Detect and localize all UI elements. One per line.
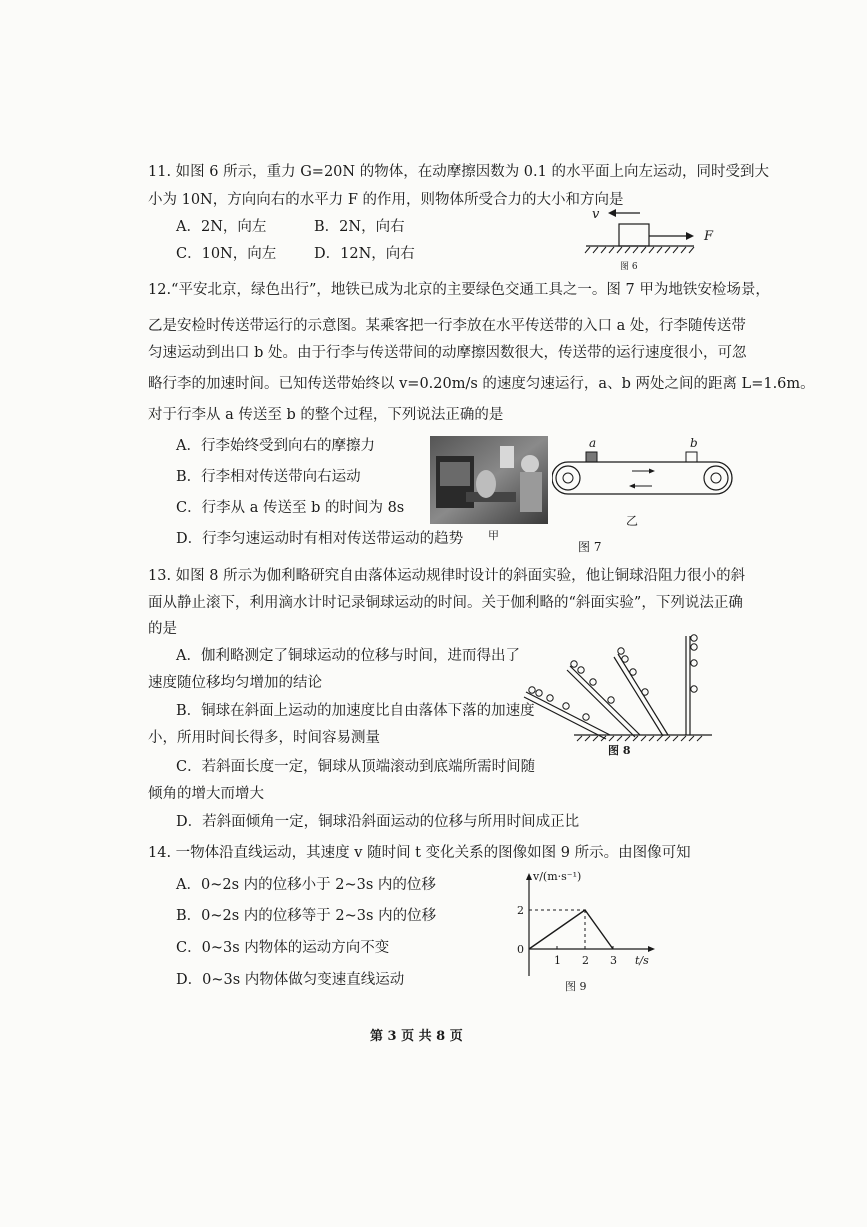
photo-person-2-head <box>521 455 539 473</box>
fig8-ball <box>630 669 636 675</box>
fig8-caption: 图 8 <box>608 744 631 757</box>
fig9-caption: 图 9 <box>565 980 587 993</box>
fig8-ball <box>563 703 569 709</box>
fig7-luggage-b <box>686 452 697 462</box>
q12-line-5: 对于行李从 a 传送至 b 的整个过程，下列说法正确的是 <box>148 407 504 423</box>
fig8-ball <box>571 661 577 667</box>
fig9-velocity-line <box>529 910 613 949</box>
fig7-arrowhead-bottom <box>629 484 635 489</box>
photo-person-2-body <box>520 472 542 512</box>
q11-line-1: 11. 如图 6 所示，重力 G=20N 的物体，在动摩擦因数为 0.1 的水平面上向左运动，同时受到大 <box>148 164 769 180</box>
fig8-ground-hatching <box>577 736 702 741</box>
fig8-ball <box>691 660 697 666</box>
figure-9 <box>505 866 665 996</box>
fig9-x-tick-label: 3 <box>610 954 617 967</box>
q13-option-b-line-2: 小，所用时间长得多，时间容易测量 <box>148 730 380 746</box>
q14-option-d: D．0~3s 内物体做匀变速直线运动 <box>176 972 405 988</box>
fig9-y-tick-label: 2 <box>517 904 524 917</box>
fig7-pulley-left <box>556 466 580 490</box>
q12-line-4: 略行李的加速时间。已知传送带始终以 v=0.20m/s 的速度匀速运行，a、b 两处之间的距离 L=1.6m。 <box>148 376 815 392</box>
fig9-x-tick-label: 2 <box>582 954 589 967</box>
photo-sign <box>500 446 514 468</box>
q12-option-a: A．行李始终受到向右的摩擦力 <box>176 438 375 454</box>
fig8-ball <box>618 648 624 654</box>
q12-option-c: C．行李从 a 传送至 b 的时间为 8s <box>176 500 405 516</box>
fig8-ball <box>583 714 589 720</box>
fig8-ball <box>529 687 535 693</box>
fig8-plane-1-top <box>526 692 610 735</box>
fig9-x-axis-arrow <box>648 946 655 952</box>
fig7-label-jia: 甲 <box>488 529 499 542</box>
fig8-ball <box>691 686 697 692</box>
q13-option-d: D．若斜面倾角一定，铜球沿斜面运动的位移与所用时间成正比 <box>176 814 580 830</box>
fig7-belt-loop <box>552 462 732 494</box>
figure-7-photo <box>430 436 550 544</box>
fig9-x-tick-label: 1 <box>554 954 561 967</box>
fig6-f-arrowhead <box>686 232 694 240</box>
q11-option-b: B．2N，向右 <box>314 219 405 235</box>
q14-line-1: 14. 一物体沿直线运动，其速度 v 随时间 t 变化关系的图像如图 9 所示。由图像可知 <box>148 845 691 861</box>
q12-line-3: 匀速运动到出口 b 处。由于行李与传送带间的动摩擦因数很大，传送带的运行速度很小，可忽 <box>148 345 747 361</box>
q13-line-3: 的是 <box>148 621 177 637</box>
fig8-ball <box>642 689 648 695</box>
fig6-f-label: F <box>704 229 714 244</box>
fig7-arrowhead-top <box>649 469 655 474</box>
fig8-ball <box>547 695 553 701</box>
q12-option-d: D．行李匀速运动时有相对传送带运动的趋势 <box>176 531 464 547</box>
figure-6 <box>582 200 732 274</box>
fig8-ball <box>578 667 584 673</box>
fig9-y-axis-label: v/(m·s⁻¹) <box>533 870 582 883</box>
fig9-y-tick-label: 0 <box>517 943 524 956</box>
q11-option-c: C．10N，向左 <box>176 246 277 262</box>
fig7-pulley-left-hub <box>563 473 573 483</box>
q13-option-b-line-1: B．铜球在斜面上运动的加速度比自由落体下落的加速度 <box>176 703 535 719</box>
fig8-ball <box>536 690 542 696</box>
q14-option-a: A．0~2s 内的位移小于 2~3s 内的位移 <box>176 877 436 893</box>
fig6-v-arrowhead <box>608 209 616 217</box>
fig8-ball <box>622 656 628 662</box>
fig7-label-yi: 乙 <box>626 514 639 528</box>
fig7-pulley-right-hub <box>711 473 721 483</box>
fig8-ball <box>590 679 596 685</box>
fig8-ball <box>691 635 697 641</box>
q14-option-c: C．0~3s 内物体的运动方向不变 <box>176 940 390 956</box>
q13-option-c-line-1: C．若斜面长度一定，铜球从顶端滚动到底端所需时间随 <box>176 759 536 775</box>
fig8-ball <box>608 697 614 703</box>
fig8-plane-2-bottom <box>567 670 635 737</box>
fig6-caption: 图 6 <box>620 262 638 272</box>
fig7-pulley-right <box>704 466 728 490</box>
fig6-ground-hatching <box>585 247 694 253</box>
q13-line-1: 13. 如图 8 所示为伽利略研究自由落体运动规律时设计的斜面实验，他让铜球沿阻力很小的斜 <box>148 568 746 584</box>
q11-option-a: A．2N，向左 <box>176 219 267 235</box>
fig6-v-label: v <box>592 207 600 222</box>
figure-7-belt <box>552 436 742 532</box>
figure-8 <box>522 632 712 762</box>
fig8-plane-2-top <box>570 666 640 735</box>
q11-option-d: D．12N，向右 <box>314 246 415 262</box>
q12-line-1: 12.“平安北京，绿色出行”，地铁已成为北京的主要绿色交通工具之一。图 7 甲为地铁安检场景， <box>148 282 770 298</box>
fig6-block <box>619 224 649 246</box>
photo-person-1 <box>476 470 496 498</box>
fig7-label-b: b <box>690 436 698 450</box>
page-number: 第 3 页 共 8 页 <box>370 1029 463 1044</box>
q13-option-c-line-2: 倾角的增大而增大 <box>148 786 264 802</box>
fig9-x-axis-label: t/s <box>635 954 649 967</box>
photo-machine-opening <box>440 462 470 486</box>
q11-line-2: 小为 10N，方向向右的水平力 F 的作用，则物体所受合力的大小和方向是 <box>148 192 624 208</box>
fig7-label-a: a <box>589 436 597 450</box>
fig8-ball <box>691 644 697 650</box>
q13-option-a-line-1: A．伽利略测定了铜球运动的位移与时间，进而得出了 <box>176 648 520 664</box>
q14-option-b: B．0~2s 内的位移等于 2~3s 内的位移 <box>176 908 437 924</box>
q12-line-2: 乙是安检时传送带运行的示意图。某乘客把一行李放在水平传送带的入口 a 处，行李随传送带 <box>148 318 746 334</box>
fig7-caption: 图 7 <box>578 540 602 554</box>
q13-option-a-line-2: 速度随位移均匀增加的结论 <box>148 675 322 691</box>
q12-option-b: B．行李相对传送带向右运动 <box>176 469 361 485</box>
fig7-luggage-a <box>586 452 597 462</box>
fig9-y-axis-arrow <box>526 873 532 880</box>
q13-line-2: 面从静止滚下，利用滴水计时记录铜球运动的时间。关于伽利略的“斜面实验”，下列说法正确 <box>148 595 743 611</box>
